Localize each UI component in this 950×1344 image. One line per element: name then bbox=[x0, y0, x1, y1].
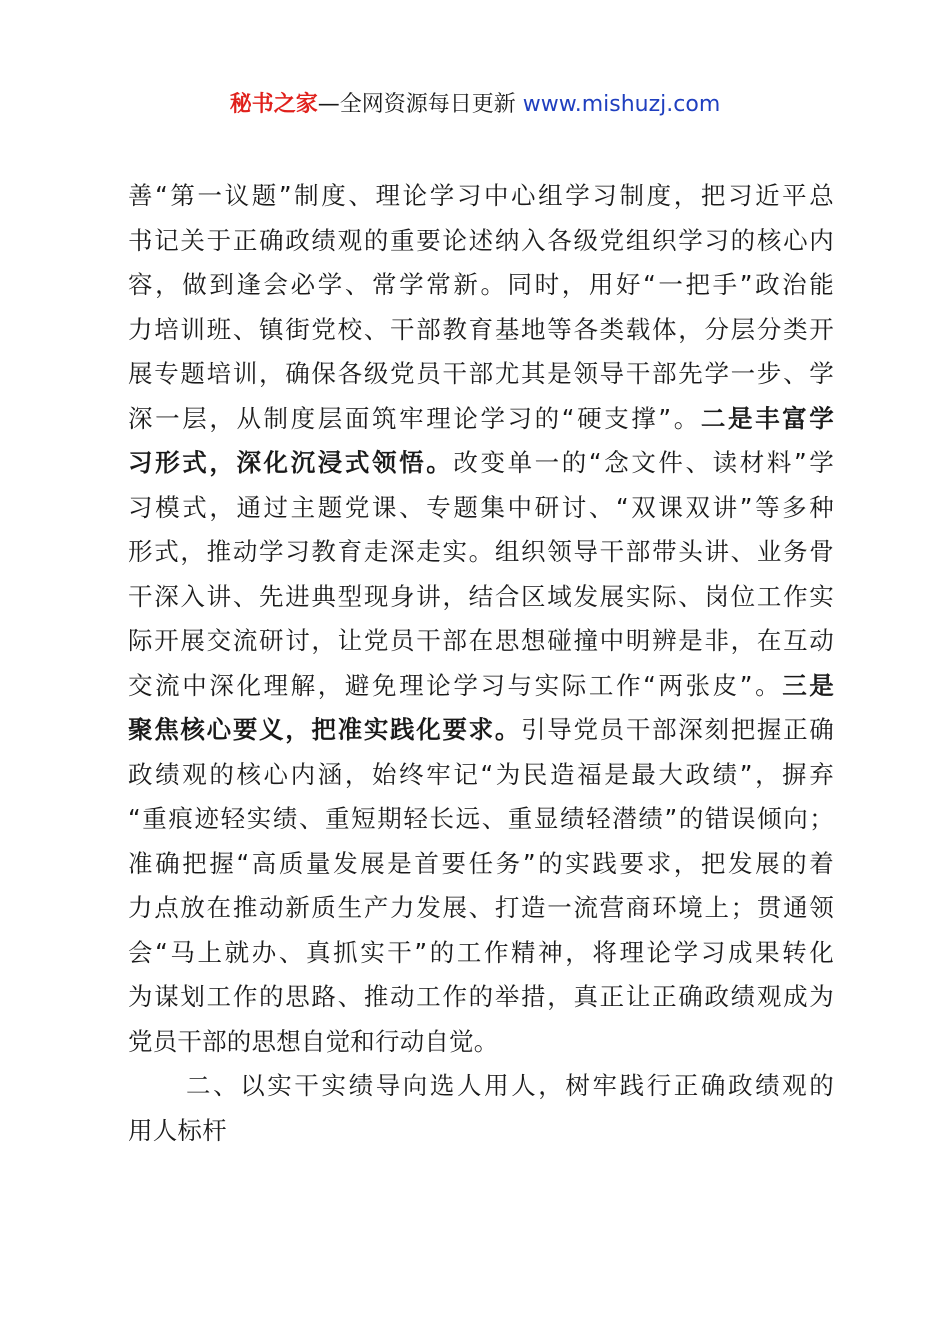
site-tagline: —全网资源每日更新 bbox=[317, 92, 523, 117]
heading-line: 用人标杆 bbox=[128, 1115, 227, 1145]
text-line: 习模式，通过主题党课、专题集中研讨、“双课双讲”等多种 bbox=[128, 492, 834, 522]
text-line: 干深入讲、先进典型现身讲，结合区域发展实际、岗位工作实 bbox=[128, 581, 834, 611]
text-line: 形式，推动学习教育走深走实。组织领导干部带头讲、业务骨 bbox=[128, 537, 834, 566]
text-run: 引导党员干部深刻把握正确 bbox=[521, 715, 835, 744]
bold-run: 聚焦核心要义，把准实践化要求。 bbox=[128, 715, 522, 744]
text-line: 力点放在推动新质生产力发展、打造一流营商环境上；贯通领 bbox=[128, 893, 834, 922]
text-line: 书记关于正确政绩观的重要论述纳入各级党组织学习的核心内 bbox=[128, 225, 834, 255]
site-url-link[interactable]: www.mishuzj.com bbox=[522, 92, 721, 117]
heading-line: 二、以实干实绩导向选人用人，树牢践行正确政绩观的 bbox=[186, 1071, 834, 1100]
text-line: 容，做到逢会必学、常学常新。同时，用好“一把手”政治能 bbox=[128, 270, 834, 299]
text-line: “重痕迹轻实绩、重短期轻长远、重显绩轻潜绩”的错误倾向； bbox=[128, 804, 834, 833]
text-run: 改变单一的“念文件、读材料”学 bbox=[453, 448, 834, 477]
text-run: 交流中深化理解，避免理论学习与实际工作“两张皮”。 bbox=[128, 670, 783, 700]
text-run: 深一层，从制度层面筑牢理论学习的“硬支撑”。 bbox=[128, 403, 701, 433]
text-line: 准确把握“高质量发展是首要任务”的实践要求，把发展的着 bbox=[128, 848, 834, 878]
text-line bbox=[128, 664, 834, 709]
text-line bbox=[128, 397, 834, 442]
text-line bbox=[128, 708, 834, 753]
text-line: 会“马上就办、真抓实干”的工作精神，将理论学习成果转化 bbox=[128, 937, 834, 967]
site-header bbox=[0, 88, 950, 122]
document-body bbox=[128, 174, 834, 1153]
bold-run: 习形式，深化沉浸式领悟。 bbox=[128, 448, 454, 477]
site-brand: 秘书之家 bbox=[229, 92, 318, 117]
text-line: 为谋划工作的思路、推动工作的举措，真正让正确政绩观成为 bbox=[128, 982, 834, 1011]
text-line: 党员干部的思想自觉和行动自觉。 bbox=[128, 1026, 499, 1056]
bold-run: 三是 bbox=[782, 670, 834, 700]
text-line: 际开展交流研讨，让党员干部在思想碰撞中明辨是非，在互动 bbox=[128, 626, 834, 655]
section-heading bbox=[128, 1064, 834, 1153]
text-line: 力培训班、镇街党校、干部教育基地等各类载体，分层分类开 bbox=[128, 314, 834, 344]
paragraph bbox=[128, 174, 834, 1064]
text-line bbox=[128, 441, 834, 486]
text-line: 政绩观的核心内涵，始终牢记“为民造福是最大政绩”，摒弃 bbox=[128, 759, 834, 789]
bold-run: 二是丰富学 bbox=[700, 403, 834, 433]
text-line: 展专题培训，确保各级党员干部尤其是领导干部先学一步、学 bbox=[128, 359, 834, 388]
text-line: 善“第一议题”制度、理论学习中心组学习制度，把习近平总 bbox=[128, 181, 834, 210]
